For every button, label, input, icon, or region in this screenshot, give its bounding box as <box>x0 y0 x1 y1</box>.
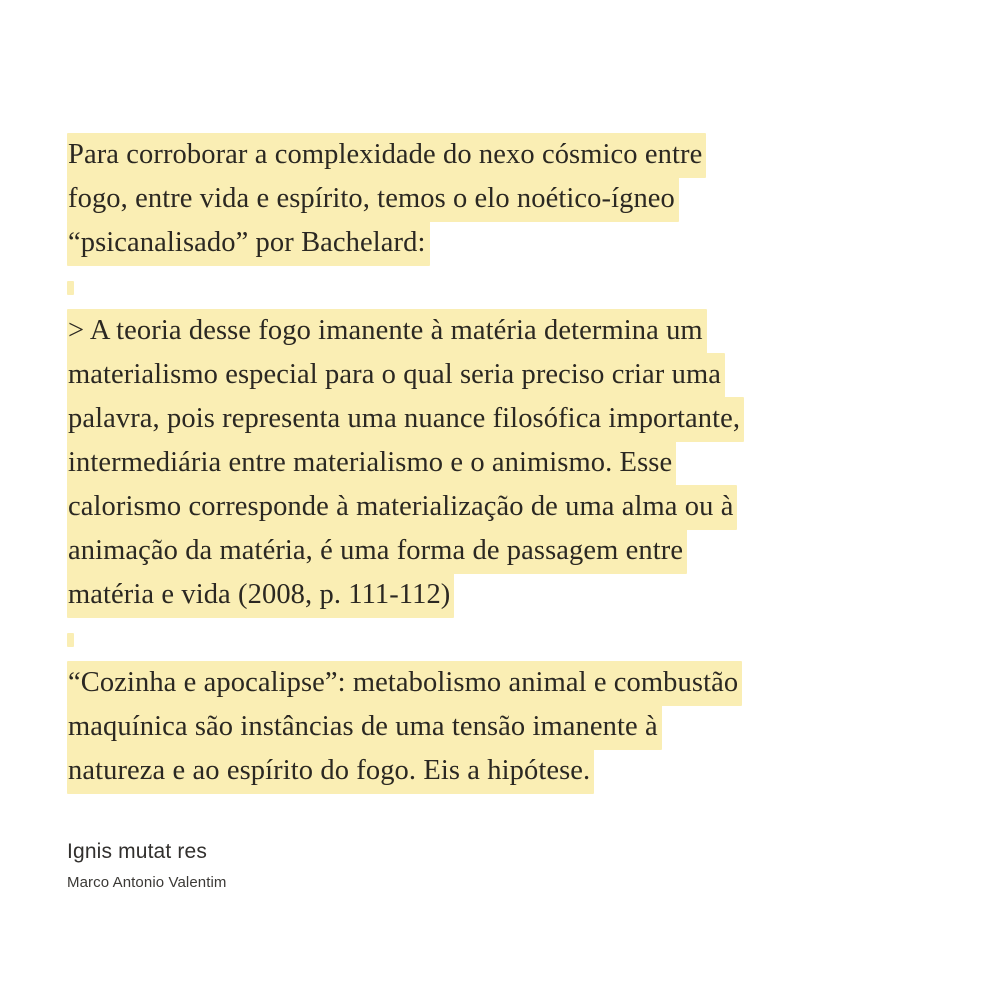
highlight-line <box>67 133 933 177</box>
book-author: Marco Antonio Valentim <box>67 874 227 891</box>
book-title: Ignis mutat res <box>67 840 207 863</box>
blockquote-line <box>67 309 933 353</box>
blockquote-line <box>67 353 933 397</box>
highlight-line-text: fogo, entre vida e espírito, temos o elo noético-ígneo <box>67 177 679 222</box>
blockquote-line-text: palavra, pois representa uma nuance filosófica importante, <box>67 397 744 442</box>
highlight-line <box>67 177 933 221</box>
highlight-text-block <box>67 133 933 793</box>
blockquote-line <box>67 529 933 573</box>
blockquote-line <box>67 573 933 617</box>
blockquote-line-text: matéria e vida (2008, p. 111-112) <box>67 573 454 618</box>
highlight-line-text: Para corroborar a complexidade do nexo cósmico entre <box>67 133 706 178</box>
highlight-blank-line-stub <box>67 281 74 295</box>
highlight-blank-line <box>67 617 933 661</box>
highlight-blank-line <box>67 265 933 309</box>
highlight-blank-line-stub <box>67 633 74 647</box>
highlight-line-text: “Cozinha e apocalipse”: metabolismo animal e combustão <box>67 661 742 706</box>
highlight-line <box>67 705 933 749</box>
highlight-line-text: natureza e ao espírito do fogo. Eis a hipótese. <box>67 749 594 794</box>
highlight-line <box>67 661 933 705</box>
blockquote-line <box>67 397 933 441</box>
blockquote-line-text: intermediária entre materialismo e o animismo. Esse <box>67 441 676 486</box>
source-attribution <box>67 837 933 896</box>
blockquote-line <box>67 485 933 529</box>
blockquote-line-text: animação da matéria, é uma forma de passagem entre <box>67 529 687 574</box>
blockquote-line <box>67 441 933 485</box>
highlight-line <box>67 221 933 265</box>
highlight-line-text: “psicanalisado” por Bachelard: <box>67 221 430 266</box>
highlight-line <box>67 749 933 793</box>
blockquote-line-text: materialismo especial para o qual seria preciso criar uma <box>67 353 725 398</box>
highlight-line-text: maquínica são instâncias de uma tensão imanente à <box>67 705 662 750</box>
blockquote-line-text: > A teoria desse fogo imanente à matéria determina um <box>67 309 707 354</box>
blockquote-line-text: calorismo corresponde à materialização de uma alma ou à <box>67 485 737 530</box>
